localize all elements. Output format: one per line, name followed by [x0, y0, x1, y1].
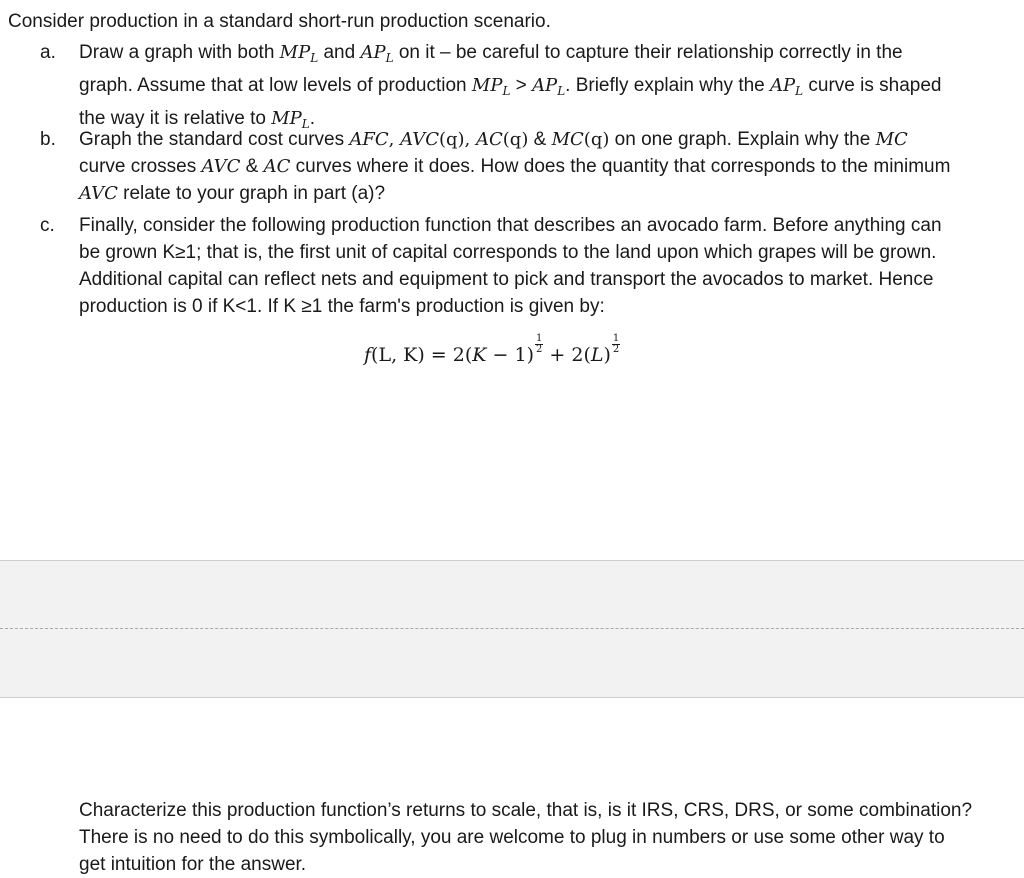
part-c-marker: c. — [40, 215, 55, 236]
part-b-line-2: curve crosses AVC & AC curves where it does. How does the quantity that corresponds to the minimum — [79, 156, 951, 177]
footer-line-2: There is no need to do this symbolically, you are welcome to plug in numbers or use some other way to — [79, 827, 945, 848]
footer-line-1: Characterize this production function’s returns to scale, that is, is it IRS, CRS, DRS, or some combination? — [79, 800, 973, 821]
part-a-text — [79, 39, 1015, 138]
part-a-line-2: graph. Assume that at low levels of production $MP_L > AP_L$. Briefly explain why the $AP_L$ curve is shaped — [79, 75, 942, 98]
footer-line-3: get intuition for the answer. — [79, 854, 307, 875]
part-c — [40, 212, 1015, 320]
part-a — [40, 39, 1015, 138]
part-a-marker: a. — [40, 42, 56, 63]
exponent-fraction: $\frac{1}{2}$ — [535, 333, 543, 355]
part-c-line-2: be grown K≥1; that is, the first unit of capital corresponds to the land upon which grapes will be grown. — [79, 242, 937, 263]
part-c-text — [79, 212, 1015, 320]
part-b — [40, 126, 1015, 207]
page-break-divider — [0, 628, 1024, 629]
part-c-line-4: production is 0 if K<1. If K ≥1 the farm's production is given by: — [79, 296, 605, 317]
part-a-line-3: the way it is relative to $MP_L$. — [79, 108, 315, 131]
part-a-line-1: Draw a graph with both $MP_L$ and $AP_L$ on it – be careful to capture their relationship correctly in the — [79, 42, 903, 65]
question-intro: Consider production in a standard short-run production scenario. — [8, 11, 551, 32]
part-b-marker: b. — [40, 129, 56, 150]
part-b-line-1: Graph the standard cost curves AFC, AVC(q), AC(q) & MC(q) on one graph. Explain why the MC — [79, 129, 908, 150]
production-function-formula: f(L, K) = 2(K − 1) $\frac{1}{2}$ + 2(L) $\frac{1}{2}$ — [364, 333, 620, 366]
exponent-fraction: $\frac{1}{2}$ — [612, 333, 620, 355]
page-break-band — [0, 560, 1024, 698]
returns-to-scale-question — [79, 797, 1019, 878]
part-b-line-3: AVC relate to your graph in part (a)? — [79, 183, 386, 204]
part-b-text — [79, 126, 1015, 207]
part-c-line-1: Finally, consider the following production function that describes an avocado farm. Before anything can — [79, 215, 942, 236]
part-c-line-3: Additional capital can reflect nets and equipment to pick and transport the avocados to market. Hence — [79, 269, 934, 290]
